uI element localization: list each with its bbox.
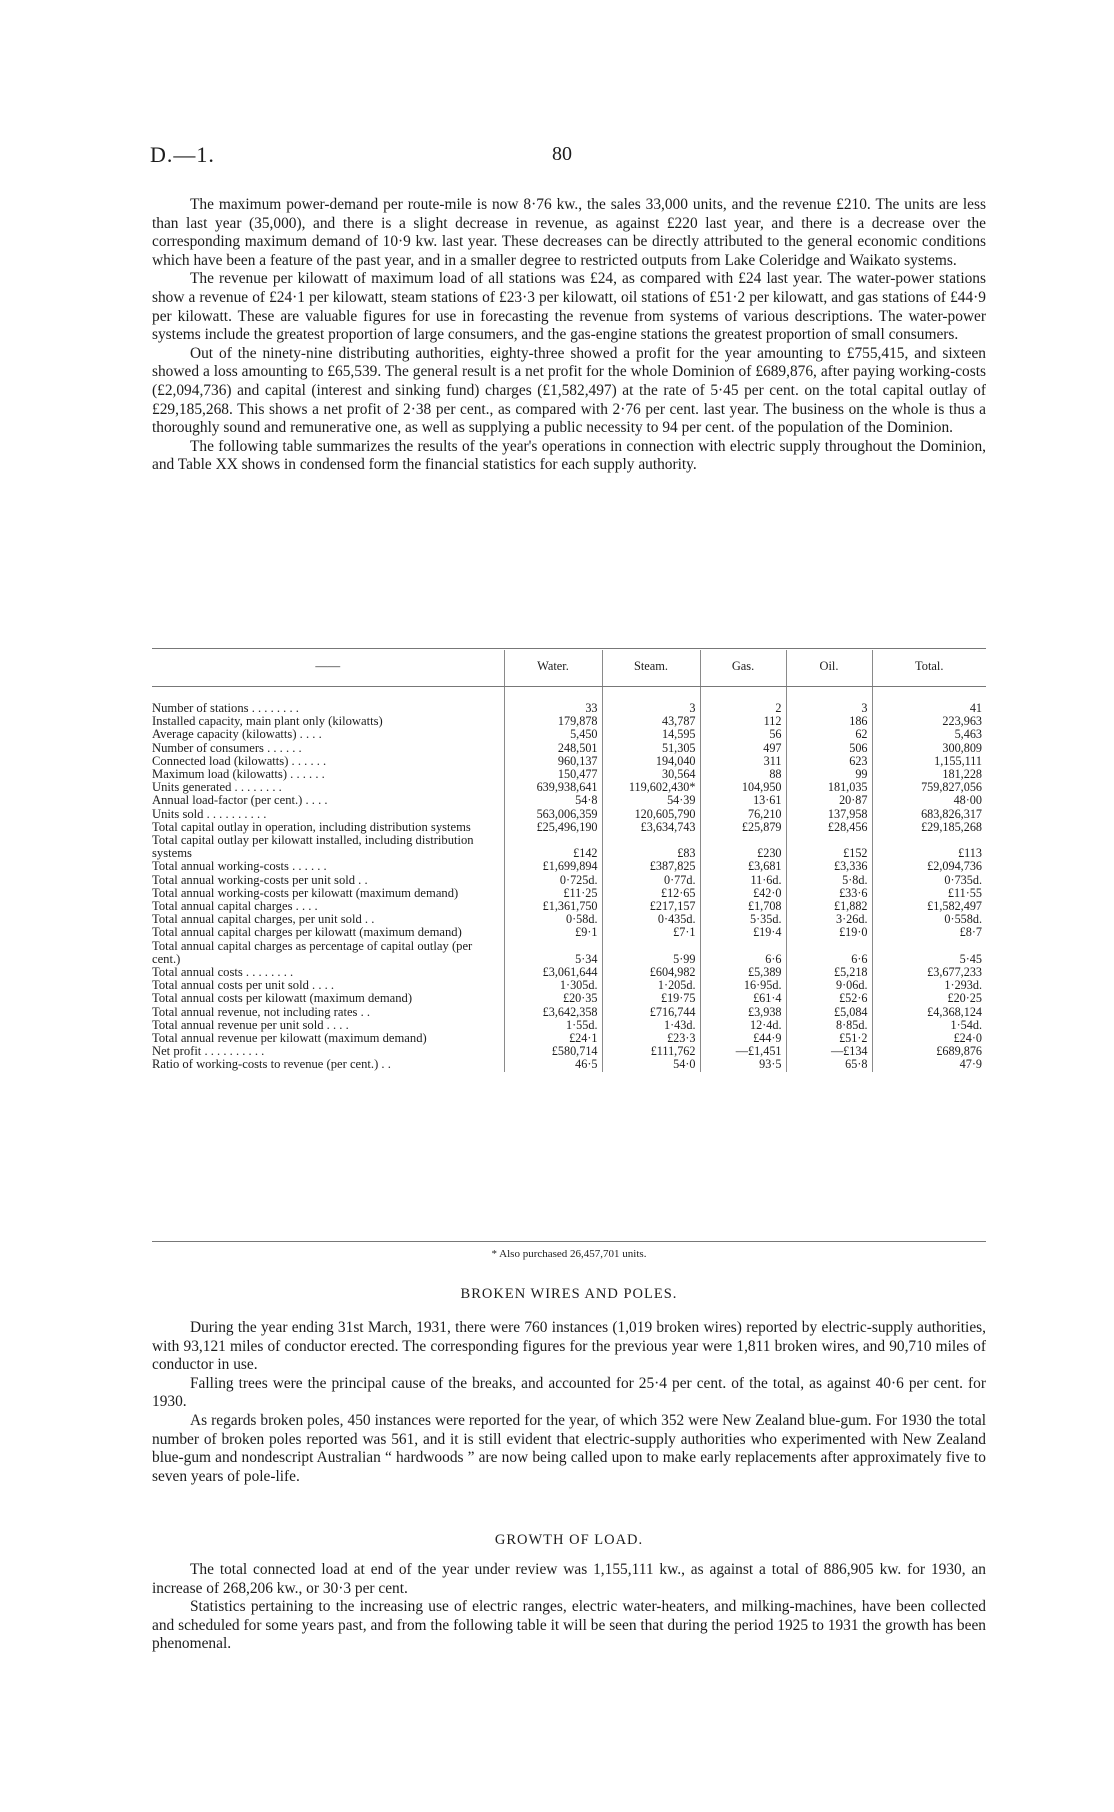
cell-oil: 3·26d. <box>786 913 872 926</box>
row-label-text: Units generated <box>152 780 232 795</box>
row-leader-dots: . . . . . . <box>288 753 327 768</box>
table-footnote: * Also purchased 26,457,701 units. <box>491 1248 647 1260</box>
cell-gas: 88 <box>700 768 786 781</box>
cell-steam: 43,787 <box>602 715 700 728</box>
row-leader-dots: . . . . . . <box>263 740 302 755</box>
section-heading-growth-of-load: GROWTH OF LOAD. <box>494 1532 644 1548</box>
row-label-text: Installed capacity, main plant only (kilowatts) <box>152 714 383 729</box>
cell-oil: —£134 <box>786 1045 872 1058</box>
cell-water: £11·25 <box>504 887 602 900</box>
cell-total: 1,155,111 <box>872 755 986 768</box>
row-label-text: Total annual revenue, not including rates <box>152 1004 358 1019</box>
row-label <box>152 834 504 860</box>
cell-oil: £28,456 <box>786 821 872 834</box>
cell-total: £8·7 <box>872 926 986 939</box>
cell-oil: 137,958 <box>786 808 872 821</box>
row-label-text: Total annual working-costs per unit sold <box>152 872 356 887</box>
cell-steam: £111,762 <box>602 1045 700 1058</box>
cell-water: £3,061,644 <box>504 966 602 979</box>
row-leader-dots: . . . . <box>323 1017 349 1032</box>
row-leader-dots: . . . . <box>296 727 322 742</box>
row-label-text: Total annual capital charges <box>152 899 293 914</box>
cell-total: 759,827,056 <box>872 781 986 794</box>
cell-gas: £5,389 <box>700 966 786 979</box>
cell-steam: £83 <box>602 834 700 860</box>
cell-oil: £5,218 <box>786 966 872 979</box>
cell-steam: 30,564 <box>602 768 700 781</box>
row-label-text: Total capital outlay in operation, including distribution systems <box>152 819 471 834</box>
row-label-text: Total annual revenue per unit sold <box>152 1017 324 1032</box>
cell-water: 0·725d. <box>504 874 602 887</box>
cell-water: 46·5 <box>504 1058 602 1071</box>
cell-gas: 11·6d. <box>700 874 786 887</box>
cell-steam: 54·0 <box>602 1058 700 1071</box>
cell-oil: £1,882 <box>786 900 872 913</box>
table-body <box>152 684 986 1072</box>
cell-total: 223,963 <box>872 715 986 728</box>
table-bottom-rule <box>152 1241 986 1242</box>
header-cell-water: Water. <box>504 650 602 684</box>
cell-total: £24·0 <box>872 1032 986 1045</box>
table-row <box>152 940 986 966</box>
cell-gas: £230 <box>700 834 786 860</box>
cell-oil: 62 <box>786 728 872 741</box>
table-top-rule <box>152 648 986 649</box>
cell-water: 248,501 <box>504 742 602 755</box>
row-leader-dots: . . . . . . . . <box>231 780 282 795</box>
row-label-text: Annual load-factor (per cent.) <box>152 793 303 808</box>
cell-steam: £217,157 <box>602 900 700 913</box>
cell-gas: 56 <box>700 728 786 741</box>
header-cell-gas: Gas. <box>700 650 786 684</box>
table-header-rule <box>152 686 986 687</box>
cell-oil: 8·85d. <box>786 1019 872 1032</box>
cell-total: 41 <box>872 702 986 715</box>
cell-oil: 6·6 <box>786 940 872 966</box>
cell-oil: 20·87 <box>786 794 872 807</box>
broken-wires-text <box>152 1319 986 1486</box>
cell-oil: 181,035 <box>786 781 872 794</box>
cell-total: 181,228 <box>872 768 986 781</box>
cell-water: £1,361,750 <box>504 900 602 913</box>
cell-water: 54·8 <box>504 794 602 807</box>
row-label-text: Number of consumers <box>152 740 264 755</box>
intro-text <box>152 196 986 475</box>
cell-total: 5·45 <box>872 940 986 966</box>
cell-steam: £716,744 <box>602 1006 700 1019</box>
cell-steam: 54·39 <box>602 794 700 807</box>
row-label-text: Total annual costs per kilowatt (maximum demand) <box>152 991 413 1006</box>
cell-steam: £7·1 <box>602 926 700 939</box>
cell-water: 639,938,641 <box>504 781 602 794</box>
row-label-text: Average capacity (kilowatts) <box>152 727 297 742</box>
cell-water: £3,642,358 <box>504 1006 602 1019</box>
cell-gas: £3,938 <box>700 1006 786 1019</box>
paragraph: Falling trees were the principal cause of the breaks, and accounted for 25·4 per cent. of the total, as against 40·6 per cent. for 1930. <box>152 1374 986 1411</box>
cell-oil: £19·0 <box>786 926 872 939</box>
cell-water: £24·1 <box>504 1032 602 1045</box>
cell-gas: 2 <box>700 702 786 715</box>
cell-steam: 51,305 <box>602 742 700 755</box>
cell-water: 33 <box>504 702 602 715</box>
cell-gas: —£1,451 <box>700 1045 786 1058</box>
section-heading-broken-wires: BROKEN WIRES AND POLES. <box>460 1286 678 1302</box>
cell-oil: 65·8 <box>786 1058 872 1071</box>
row-label-text: Units sold <box>152 806 204 821</box>
cell-oil: 5·8d. <box>786 874 872 887</box>
row-leader-dots: . . . . <box>308 978 335 993</box>
cell-gas: 93·5 <box>700 1058 786 1071</box>
row-label-text: Total annual costs <box>152 965 243 980</box>
row-label <box>152 940 504 966</box>
row-leader-dots: . . . . . . . . . . <box>203 806 267 821</box>
cell-water: 179,878 <box>504 715 602 728</box>
cell-oil: £52·6 <box>786 992 872 1005</box>
row-label-text: Total annual capital charges, per unit sold <box>152 912 362 927</box>
row-label-text: Number of stations <box>152 701 249 715</box>
row-label-text: Maximum load (kilowatts) <box>152 767 288 782</box>
cell-water: 960,137 <box>504 755 602 768</box>
cell-steam: 0·77d. <box>602 874 700 887</box>
row-leader-dots: . . . . . . . . <box>242 965 294 980</box>
cell-gas: 5·35d. <box>700 913 786 926</box>
header-cell-total: Total. <box>872 650 986 684</box>
summary-table <box>152 650 986 1072</box>
cell-water: 150,477 <box>504 768 602 781</box>
cell-total: £4,368,124 <box>872 1006 986 1019</box>
cell-water: £9·1 <box>504 926 602 939</box>
cell-steam: 119,602,430* <box>602 781 700 794</box>
cell-oil: £33·6 <box>786 887 872 900</box>
cell-gas: 311 <box>700 755 786 768</box>
cell-total: £29,185,268 <box>872 821 986 834</box>
cell-gas: £25,879 <box>700 821 786 834</box>
cell-oil: £51·2 <box>786 1032 872 1045</box>
cell-total: 5,463 <box>872 728 986 741</box>
cell-gas: £1,708 <box>700 900 786 913</box>
paragraph: Out of the ninety-nine distributing authorities, eighty-three showed a profit for the year amounting to £755,415, and sixteen showed a loss amounting to £65,539. The general result is a net profit for the whole Dominion of £689,876, after paying working-costs (£2,094,736) and capital (interest and sinking fund) charges (£1,582,497) at the rate of 5·45 per cent. on the total capital outlay of £29,185,268. This shows a net profit of 2·38 per cent., as compared with 2·76 per cent. last year. The business on the whole is thus a thoroughly sound and remunerative one, as well as supplying a public necessity to 94 per cent. of the population of the Dominion. <box>152 344 986 437</box>
cell-water: 1·55d. <box>504 1019 602 1032</box>
row-label-text: Ratio of working-costs to revenue (per cent.) <box>152 1057 379 1072</box>
row-label-text: Net profit <box>152 1044 202 1059</box>
cell-gas: 497 <box>700 742 786 755</box>
document-reference: D.—1. <box>150 142 215 167</box>
table-row <box>152 794 986 807</box>
row-leader-dots: . . . . . . <box>287 767 325 782</box>
cell-oil: 3 <box>786 702 872 715</box>
paragraph: During the year ending 31st March, 1931, there were 760 instances (1,019 broken wires) reported by electric-supply authorities, with 93,121 miles of conductor erected. The corresponding figures for the previous year were 1,811 broken wires, and 90,710 miles of conductor in use. <box>152 1319 986 1374</box>
paragraph: As regards broken poles, 450 instances were reported for the year, of which 352 were New Zealand blue-gum. For 1930 the total number of broken poles reported was 561, and it is still evident that electric-supply authorities who experimented with New Zealand blue-gum and nondescript Australian “ hardwoods ” are now being called upon to make early replacements after approximately five to seven years of pole-life. <box>152 1411 986 1485</box>
row-leader-dots: . . <box>361 912 375 927</box>
header-cell-label: —— <box>315 659 341 674</box>
row-leader-dots: . . . . <box>302 793 328 808</box>
row-leader-dots: . . <box>355 872 368 887</box>
cell-total: £689,876 <box>872 1045 986 1058</box>
header-cell-oil: Oil. <box>786 650 872 684</box>
cell-water: £1,699,894 <box>504 860 602 873</box>
cell-gas: £44·9 <box>700 1032 786 1045</box>
cell-total: £2,094,736 <box>872 860 986 873</box>
cell-steam: 1·205d. <box>602 979 700 992</box>
paragraph: The maximum power-demand per route-mile is now 8·76 kw., the sales 33,000 units, and the revenue £210. The units are less than last year (35,000), and there is a slight decrease in revenue, as against £220 last year, and there is a decrease over the corresponding maximum demand of 10·9 kw. last year. These decreases can be directly attributed to the general economic conditions which have been a feature of the past year, and in a smaller degree to restricted outputs from Lake Coleridge and Waikato systems. <box>152 196 986 269</box>
header-cell-steam: Steam. <box>602 650 700 684</box>
row-label-text: Connected load (kilowatts) <box>152 753 289 768</box>
cell-gas: £42·0 <box>700 887 786 900</box>
row-label-text: Total annual revenue per kilowatt (maximum demand) <box>152 1031 427 1046</box>
cell-water: 5·34 <box>504 940 602 966</box>
paragraph: The total connected load at end of the year under review was 1,155,111 kw., as against a total of 886,905 kw. for 1930, an increase of 268,206 kw., or 30·3 per cent. <box>152 1561 986 1597</box>
cell-steam: £3,634,743 <box>602 821 700 834</box>
cell-total: £11·55 <box>872 887 986 900</box>
cell-water: £142 <box>504 834 602 860</box>
table-header-row <box>152 650 986 684</box>
cell-total: 1·54d. <box>872 1019 986 1032</box>
cell-oil: £152 <box>786 834 872 860</box>
cell-steam: 1·43d. <box>602 1019 700 1032</box>
cell-water: 563,006,359 <box>504 808 602 821</box>
row-leader-dots: . . . . . . . . <box>248 701 299 715</box>
row-label-text: Total annual working-costs <box>152 859 289 874</box>
row-label <box>152 1058 504 1071</box>
row-label-text: Total capital outlay per kilowatt installed, including distribution systems <box>152 833 474 861</box>
cell-gas: £61·4 <box>700 992 786 1005</box>
cell-water: £580,714 <box>504 1045 602 1058</box>
cell-oil: 9·06d. <box>786 979 872 992</box>
row-label-text: Total annual costs per unit sold <box>152 978 309 993</box>
cell-water: 5,450 <box>504 728 602 741</box>
cell-water: £20·35 <box>504 992 602 1005</box>
table-row <box>152 1058 986 1071</box>
cell-gas: £3,681 <box>700 860 786 873</box>
row-label-text: Total annual capital charges per kilowatt (maximum demand) <box>152 925 462 940</box>
cell-gas: 76,210 <box>700 808 786 821</box>
cell-total: £3,677,233 <box>872 966 986 979</box>
cell-water: 1·305d. <box>504 979 602 992</box>
cell-steam: £23·3 <box>602 1032 700 1045</box>
row-leader-dots: . . . . . . . . . . <box>201 1044 265 1059</box>
cell-gas: 104,950 <box>700 781 786 794</box>
cell-steam: £12·65 <box>602 887 700 900</box>
paragraph: Statistics pertaining to the increasing use of electric ranges, electric water-heaters, and milking-machines, have been collected and scheduled for some years past, and from the following table it will be seen that during the period 1925 to 1931 the growth has been phenomenal. <box>152 1598 986 1653</box>
cell-oil: £5,084 <box>786 1006 872 1019</box>
growth-of-load-text <box>152 1561 986 1654</box>
cell-steam: £604,982 <box>602 966 700 979</box>
cell-gas: £19·4 <box>700 926 786 939</box>
row-leader-dots: . . <box>378 1057 391 1072</box>
cell-total: 0·558d. <box>872 913 986 926</box>
cell-oil: 623 <box>786 755 872 768</box>
cell-water: 0·58d. <box>504 913 602 926</box>
cell-steam: £387,825 <box>602 860 700 873</box>
row-label-text: Total annual capital charges as percentage of capital outlay (per cent.) <box>152 938 473 966</box>
cell-total: 300,809 <box>872 742 986 755</box>
cell-steam: 3 <box>602 702 700 715</box>
cell-total: £113 <box>872 834 986 860</box>
cell-water: £25,496,190 <box>504 821 602 834</box>
cell-steam: 14,595 <box>602 728 700 741</box>
cell-oil: 99 <box>786 768 872 781</box>
cell-total: £20·25 <box>872 992 986 1005</box>
cell-oil: £3,336 <box>786 860 872 873</box>
cell-total: 683,826,317 <box>872 808 986 821</box>
row-leader-dots: . . . . <box>292 899 318 914</box>
row-label-text: Total annual working-costs per kilowatt (maximum demand) <box>152 885 459 900</box>
cell-total: 47·9 <box>872 1058 986 1071</box>
cell-gas: 112 <box>700 715 786 728</box>
cell-total: 48·00 <box>872 794 986 807</box>
cell-total: 1·293d. <box>872 979 986 992</box>
cell-gas: 16·95d. <box>700 979 786 992</box>
cell-steam: 5·99 <box>602 940 700 966</box>
cell-steam: 120,605,790 <box>602 808 700 821</box>
cell-steam: 194,040 <box>602 755 700 768</box>
paragraph: The revenue per kilowatt of maximum load of all stations was £24, as compared with £24 last year. The water-power stations show a revenue of £24·1 per kilowatt, steam stations of £23·3 per kilowatt, oil stations of £51·2 per kilowatt, and gas stations of £44·9 per kilowatt. These are valuable figures for use in forecasting the revenue from systems of various descriptions. The water-power systems include the greatest proportion of large consumers, and the gas-engine stations the greatest proportion of small consumers. <box>152 270 986 344</box>
cell-gas: 13·61 <box>700 794 786 807</box>
cell-gas: 6·6 <box>700 940 786 966</box>
cell-total: £1,582,497 <box>872 900 986 913</box>
paragraph: The following table summarizes the results of the year's operations in connection with electric supply throughout the Dominion, and Table XX shows in condensed form the financial statistics for each supply authority. <box>152 437 986 474</box>
cell-oil: 186 <box>786 715 872 728</box>
cell-gas: 12·4d. <box>700 1019 786 1032</box>
cell-oil: 506 <box>786 742 872 755</box>
cell-steam: 0·435d. <box>602 913 700 926</box>
row-leader-dots: . . <box>357 1004 371 1019</box>
table-row <box>152 834 986 860</box>
cell-total: 0·735d. <box>872 874 986 887</box>
row-leader-dots: . . . . . . <box>288 859 327 874</box>
page-number: 80 <box>552 143 572 165</box>
cell-steam: £19·75 <box>602 992 700 1005</box>
